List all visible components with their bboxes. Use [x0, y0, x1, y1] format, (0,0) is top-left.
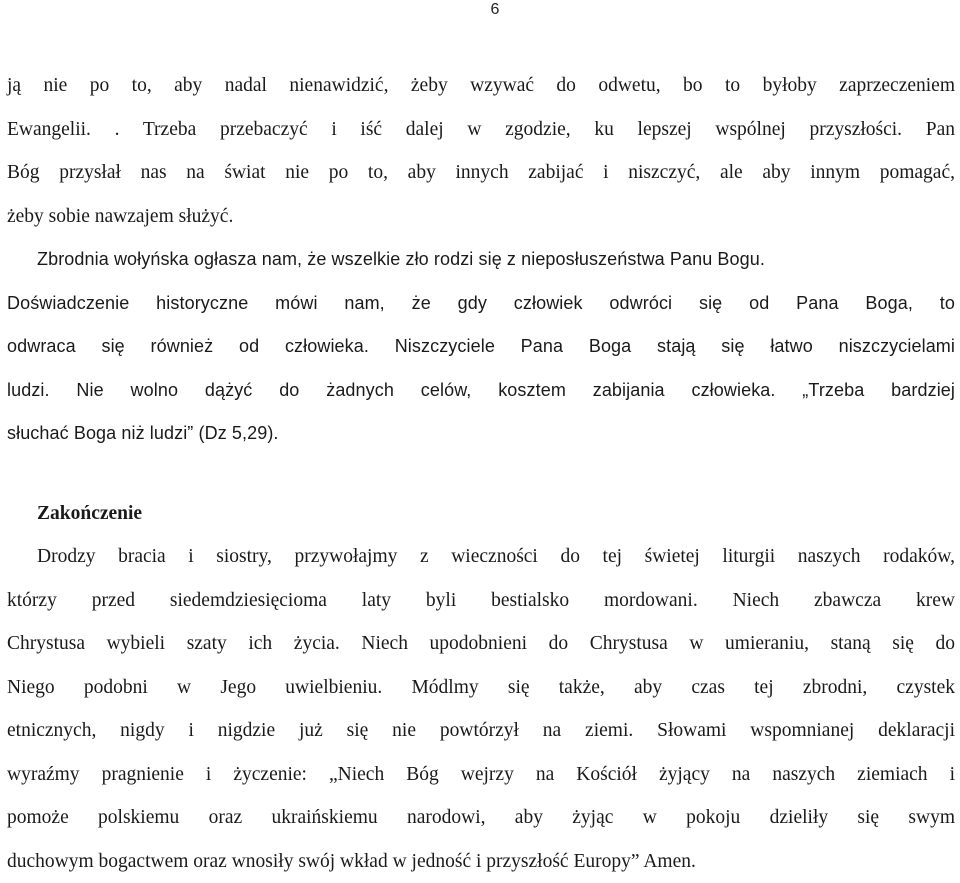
paragraph-1 [7, 64, 955, 238]
document-body [7, 64, 955, 883]
text-line: Drodzy bracia i siostry, przywołajmy z wieczności do tej świetej liturgii naszych rodaków, [7, 535, 955, 579]
text-line: wyraźmy pragnienie i życzenie: „Niech Bóg wejrzy na Kościół żyjący na naszych ziemiach i [7, 753, 955, 797]
text-line: Bóg przysłał nas na świat nie po to, aby innych zabijać i niszczyć, ale aby innym pomagać, [7, 151, 955, 195]
page-number: 6 [0, 0, 960, 22]
text-line: słuchać Boga niż ludzi” (Dz 5,29). [7, 412, 955, 456]
text-line: Chrystusa wybieli szaty ich życia. Niech upodobnieni do Chrystusa w umieraniu, staną się do [7, 622, 955, 666]
text-line: ludzi. Nie wolno dążyć do żadnych celów, kosztem zabijania człowieka. „Trzeba bardziej [7, 369, 955, 413]
text-line: żeby sobie nawzajem służyć. [7, 195, 955, 239]
text-line: etnicznych, nigdy i nigdzie już się nie powtórzył na ziemi. Słowami wspomnianej deklaracji [7, 709, 955, 753]
text-line: Niego podobni w Jego uwielbieniu. Módlmy się także, aby czas tej zbrodni, czystek [7, 666, 955, 710]
text-line: odwraca się również od człowieka. Niszczyciele Pana Boga stają się łatwo niszczycielami [7, 325, 955, 369]
text-line: pomoże polskiemu oraz ukraińskiemu narodowi, aby żyjąc w pokoju dzieliły się swym [7, 796, 955, 840]
text-line: którzy przed siedemdziesięcioma laty byli bestialsko mordowani. Niech zbawcza krew [7, 579, 955, 623]
paragraph-2 [7, 238, 955, 456]
text-line: Zbrodnia wołyńska ogłasza nam, że wszelkie zło rodzi się z nieposłuszeństwa Panu Bogu. [7, 238, 955, 282]
text-line: Ewangelii. . Trzeba przebaczyć i iść dalej w zgodzie, ku lepszej wspólnej przyszłości. Pan [7, 108, 955, 152]
section-gap [7, 456, 955, 492]
text-line: Doświadczenie historyczne mówi nam, że gdy człowiek odwróci się od Pana Boga, to [7, 282, 955, 326]
text-line: duchowym bogactwem oraz wnosiły swój wkład w jedność i przyszłość Europy” Amen. [7, 840, 955, 883]
section-heading: Zakończenie [7, 492, 955, 536]
paragraph-3 [7, 535, 955, 883]
text-line: ją nie po to, aby nadal nienawidzić, żeby wzywać do odwetu, bo to byłoby zaprzeczeniem [7, 64, 955, 108]
